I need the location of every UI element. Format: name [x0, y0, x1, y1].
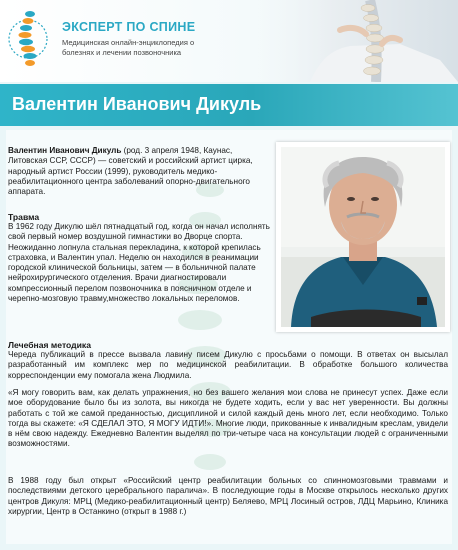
method-heading: Лечебная методика — [8, 340, 92, 350]
quote-paragraph: «Я могу говорить вам, как делать упражнения, но без вашего желания мои слова не принесут успех. Даже если мое оборудование было бы из золота, вы никогда не будете ходить, если у вас нет уверенности. Вы должны работать с той же самой преданностью, дисциплиной и силой каждый день много лет, если необходимо. Только тогда вы скажете: «Я СДЕЛАЛ ЭТО, Я МОГУ ИДТИ!». Многие люди, прикованные к инвалидным креслам, увидели в нём свою надежду. Ежедневно Валентин выделял по три-четыре часа на консультации людей с ограниченными возможностями. — [8, 388, 448, 449]
doctor-spine-model-image — [250, 0, 458, 82]
dikul-portrait-image — [281, 147, 445, 327]
brand-title[interactable]: ЭКСПЕРТ ПО СПИНЕ — [62, 20, 196, 34]
page-title: Валентин Иванович Дикуль — [12, 94, 262, 114]
intro-paragraph — [8, 146, 270, 197]
trauma-paragraph: В 1962 году Дикулю шёл пятнадцатый год, когда он начал исполнять свой первый номер воздушной гимнастики во Дворце спорта. Неожиданно лопнула стальная перекладина, к которой крепилась страховка, и Валентин упал. Неделю он находился в реанимации городской клинической больницы, затем — в больничной палате нейрохирургического отделения. Врачи диагностировали компрессионный перелом позвоночника в поясничном отделе и черепно-мозговую травму,множество локальных переломов. — [8, 222, 270, 304]
brand-subtitle: Медицинская онлайн-энциклопедия о болезнях и лечении позвоночника — [62, 38, 195, 57]
spine-logo-icon[interactable] — [8, 6, 48, 72]
intro-text: (род. 3 апреля 1948, Каунас, Литовская ССР, СССР) — советский и российский артист цирка, народный артист России (1999), руководитель медико-реабилитационного центра заболеваний опорно-двигательного аппарата. — [8, 146, 253, 197]
trauma-heading: Травма — [8, 212, 40, 222]
site-header — [0, 0, 458, 82]
method-paragraph: Череда публикаций в прессе вызвала лавину писем Дикулю с просьбами о помощи. В ответах он высылал разработанный им комплекс мер по медицинской реабилитации. В обработке большого количества корреспонденции ему помогала жена Людмила. — [8, 350, 448, 380]
intro-name: Валентин Иванович Дикуль — [8, 146, 122, 155]
portrait-frame — [276, 142, 450, 332]
title-banner — [0, 84, 458, 126]
center-paragraph: В 1988 году был открыт «Российский центр реабилитации больных со спинномозговыми травмами и последствиями детского церебрального паралича». В последующие годы в Москве открылось несколько других центров Дикуля: МРЦ (Медико-реабилитационный центр) Беляево, МРЦ Лосиный остров, ЛДЦ Марьино, Клиника хирургии, Центр в Останкино (открыт в 1988 г.) — [8, 476, 448, 516]
